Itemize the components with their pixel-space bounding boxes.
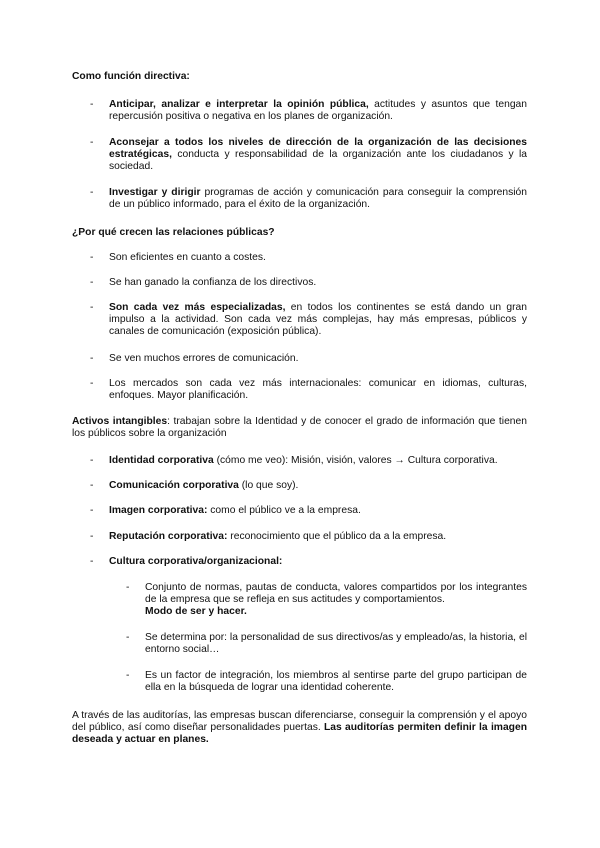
intro-bold-text: Activos intangibles: [72, 416, 168, 427]
list-item: [90, 505, 527, 517]
item-text: en todos los continentes se está dando un gran impulso a la actividad. Son cada vez más complejas, hay más empresas, públicos y canales de comunicación (exposición pública).: [109, 302, 527, 338]
intro-text: : trabajan sobre la Identidad y de conocer el grado de información que tienen los públicos sobre la organización: [72, 416, 527, 440]
bullet-dash: -: [90, 505, 94, 516]
bullet-dash: -: [90, 480, 94, 491]
bullet-dash: -: [90, 252, 94, 263]
item-bold-text: Reputación corporativa:: [109, 531, 228, 542]
bullet-dash: -: [90, 277, 94, 288]
item-bold-text: Comunicación corporativa: [109, 480, 239, 491]
list-item: [90, 252, 527, 264]
list-item: [90, 277, 527, 289]
bullet-dash: -: [90, 137, 94, 148]
item-text: reconocimiento que el público da a la empresa.: [227, 531, 447, 542]
list-item: [90, 378, 527, 402]
bullet-dash: -: [90, 99, 94, 110]
sub-list-item: [126, 582, 527, 619]
list-item: [90, 302, 527, 339]
list-item: [90, 556, 527, 568]
bullet-dash: -: [126, 632, 130, 643]
list-item: [90, 480, 527, 492]
item-bold-text: Investigar y dirigir: [109, 187, 201, 198]
item-bold-text: Anticipar, analizar e interpretar la opinión pública,: [109, 99, 369, 110]
item-text: (cómo me veo): Misión, visión, valores → Cultura corporativa.: [213, 455, 498, 466]
item-text: conducta y responsabilidad de la organización ante los ciudadanos y la sociedad.: [109, 149, 527, 173]
section-heading-por-que-crecen: ¿Por qué crecen las relaciones públicas?: [72, 227, 275, 238]
bullet-dash: -: [126, 670, 130, 681]
subitem-text: Se determina por: la personalidad de sus directivos/as y empleado/as, la historia, el entorno social…: [145, 632, 527, 656]
item-bold-text: Identidad corporativa: [109, 455, 214, 466]
item-bold-text: Cultura corporativa/organizacional:: [109, 556, 283, 567]
item-bold-text: Imagen corporativa:: [109, 505, 208, 516]
bullet-dash: -: [90, 302, 94, 313]
list-item: [90, 531, 527, 543]
bullet-dash: -: [90, 455, 94, 466]
item-text: (lo que soy).: [238, 480, 299, 491]
list-item: [90, 353, 527, 365]
sub-list-item: [126, 632, 527, 656]
bullet-dash: -: [90, 556, 94, 567]
subitem-bold-text: Modo de ser y hacer.: [145, 606, 247, 618]
closing-text: A través de las auditorías, las empresas buscan diferenciarse, conseguir la comprensión y el apoyo del público, así como diseñar personalidades puertas.: [72, 710, 527, 734]
item-text: Se han ganado la confianza de los directivos.: [109, 277, 317, 288]
item-text: Se ven muchos errores de comunicación.: [109, 353, 299, 364]
item-bold-text: Aconsejar a todos los niveles de dirección de la organización de las decisiones estratégicas,: [109, 137, 527, 161]
bullet-dash: -: [126, 582, 130, 593]
subitem-text: Conjunto de normas, pautas de conducta, valores compartidos por los integrantes de la empresa que se refleja en sus actitudes y comportamientos.: [145, 582, 527, 606]
item-text: Los mercados son cada vez más internacionales: comunicar en idiomas, culturas, enfoques. Mayor planificación.: [109, 378, 527, 402]
item-text: como el público ve a la empresa.: [207, 505, 361, 516]
list-item: [90, 137, 527, 174]
list-item: [90, 187, 527, 211]
bullet-dash: -: [90, 531, 94, 542]
closing-paragraph: [72, 710, 527, 747]
list-item: [90, 99, 527, 123]
item-text: Son eficientes en cuanto a costes.: [109, 252, 266, 263]
list-item: [90, 455, 527, 467]
section-heading-funcion-directiva: Como función directiva:: [72, 71, 190, 82]
sub-list-item: [126, 670, 527, 694]
activos-intangibles-intro: [72, 416, 527, 440]
item-text: actitudes y asuntos que tengan repercusión positiva o negativa en los planes de organización.: [109, 99, 528, 123]
bullet-dash: -: [90, 353, 94, 364]
bullet-dash: -: [90, 378, 94, 389]
item-text: programas de acción y comunicación para conseguir la comprensión de un público informado, para el éxito de la organización.: [109, 187, 527, 211]
subitem-text: Es un factor de integración, los miembros al sentirse parte del grupo participan de ella en la búsqueda de lograr una identidad coherente.: [145, 670, 527, 694]
bullet-dash: -: [90, 187, 94, 198]
item-bold-text: Son cada vez más especializadas,: [109, 302, 286, 313]
closing-bold-text: Las auditorías permiten definir la imagen deseada y actuar en planes.: [72, 722, 527, 746]
